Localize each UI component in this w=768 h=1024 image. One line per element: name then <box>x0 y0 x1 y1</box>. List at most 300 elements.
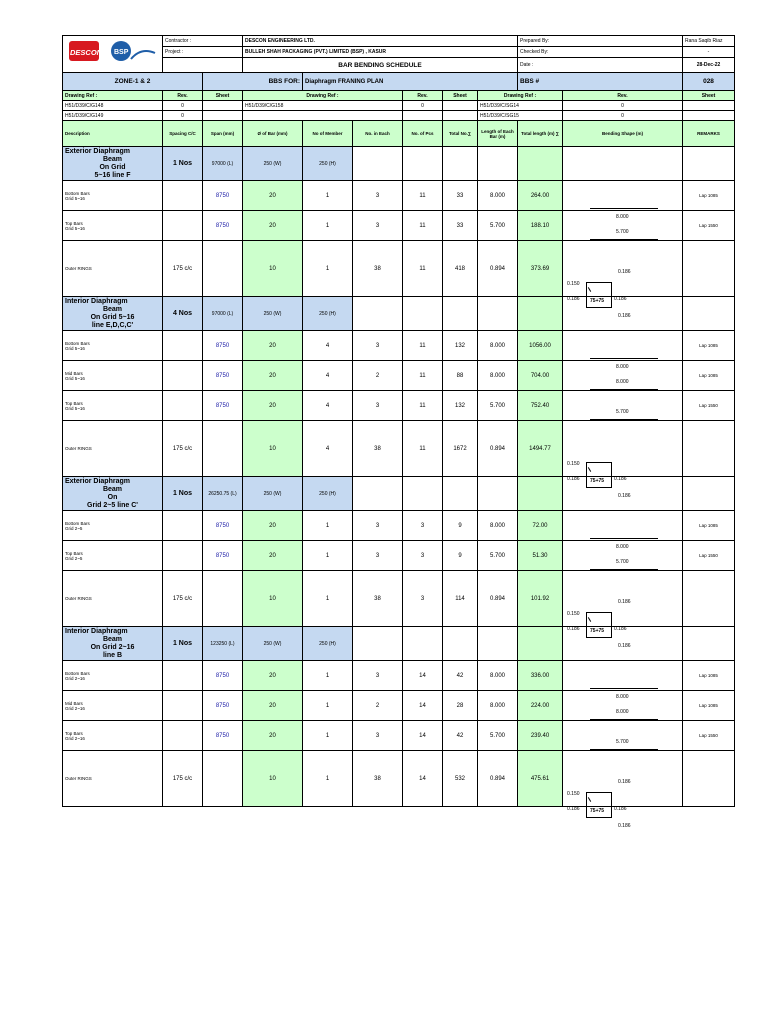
sheet-label: Sheet <box>443 91 478 101</box>
bending-shape <box>563 661 683 700</box>
bar-description-line: Outer RINGS <box>65 596 92 601</box>
column-header-row <box>63 121 735 147</box>
bar-length-each: 5.700 <box>478 721 518 751</box>
bar-diameter: 20 <box>243 691 303 721</box>
bar-shape-length: 8.000 <box>616 543 629 550</box>
member-height: 250 (H) <box>303 297 353 331</box>
bar-members: 1 <box>303 721 353 751</box>
stirrup-ring-icon <box>586 792 612 818</box>
bar-total-no: 33 <box>443 181 478 211</box>
drawing-ref-value: H51/D39/C/G148 <box>63 101 163 111</box>
member-title-line: 5~16 line F <box>94 171 131 179</box>
bar-description-line: Grid 2~16 <box>65 735 85 741</box>
bar-total-no: 418 <box>443 241 478 297</box>
bar-row <box>63 421 735 477</box>
bar-description-line: Grid 2~5 <box>65 525 83 531</box>
bar-diameter: 20 <box>243 541 303 571</box>
member-title <box>63 297 163 331</box>
bar-span: 8750 <box>203 691 243 721</box>
bar-no-in-each: 3 <box>353 541 403 571</box>
bar-description-line: Outer RINGS <box>65 446 92 451</box>
col-no-of-pcs: No. of Pcs <box>403 121 443 147</box>
bar-members: 1 <box>303 241 353 297</box>
bar-remarks: Lap 1085 <box>683 661 735 691</box>
stirrup-ring-icon <box>586 462 612 488</box>
bar-no-in-each: 38 <box>353 241 403 297</box>
bar-description-line: Grid 5~16 <box>65 405 85 411</box>
ring-right-dimension: 0.186 <box>614 805 627 812</box>
member-title-line: Interior Diaphragm <box>65 297 128 305</box>
bar-total-length: 239.40 <box>518 721 563 751</box>
ring-hook-dimension: 0.150 <box>567 460 580 467</box>
bar-span: 8750 <box>203 721 243 751</box>
bar-remarks: Lap 1085 <box>683 691 735 721</box>
bar-shape-length: 8.000 <box>616 213 629 220</box>
bar-shape-length: 5.700 <box>616 408 629 415</box>
straight-bar-icon <box>590 688 658 689</box>
bar-shape-length: 8.000 <box>616 378 629 385</box>
bar-total-no: 42 <box>443 661 478 691</box>
member-title-line: Interior Diaphragm <box>65 627 128 635</box>
bar-span: 8750 <box>203 211 243 241</box>
member-title-line: Beam <box>102 635 123 643</box>
bar-shape-length: 8.000 <box>616 693 629 700</box>
bar-length-each: 0.894 <box>478 241 518 297</box>
sheet-value <box>203 111 243 121</box>
bar-row <box>63 211 735 241</box>
bar-row <box>63 361 735 391</box>
company-logo <box>63 36 163 73</box>
bar-diameter: 20 <box>243 511 303 541</box>
bar-remarks: Lap 1550 <box>683 721 735 751</box>
bar-span: 8750 <box>203 661 243 691</box>
col-remarks: REMARKS <box>683 121 735 147</box>
bar-length-each: 5.700 <box>478 541 518 571</box>
bar-members: 1 <box>303 181 353 211</box>
drawing-ref-value: H51/D39/C/SG14 <box>478 101 563 111</box>
bar-diameter: 20 <box>243 181 303 211</box>
bar-row <box>63 751 735 807</box>
bar-spacing: 175 c/c <box>163 751 203 807</box>
bar-shape-length: 8.000 <box>616 363 629 370</box>
ring-left-dimension: 0.186 <box>567 805 580 812</box>
bar-diameter: 10 <box>243 241 303 297</box>
ring-hook-dimension: 0.150 <box>567 610 580 617</box>
bar-description <box>63 511 163 541</box>
bending-shape <box>563 391 683 421</box>
ring-right-dimension: 0.186 <box>614 625 627 632</box>
bar-description <box>63 211 163 241</box>
member-header-row <box>63 297 735 331</box>
bar-remarks: Lap 1550 <box>683 391 735 421</box>
member-title-line: Exterior Diaphragm <box>65 147 130 155</box>
bar-span: 8750 <box>203 541 243 571</box>
bar-total-length: 264.00 <box>518 181 563 211</box>
bar-members: 4 <box>303 421 353 477</box>
bar-pieces: 11 <box>403 181 443 211</box>
bar-description-line: Grid 5~16 <box>65 345 85 351</box>
sheet-value <box>443 111 478 121</box>
bar-description-line: Grid 2~5 <box>65 555 83 561</box>
bar-total-length: 1494.77 <box>518 421 563 477</box>
bending-shape <box>563 511 683 550</box>
bar-remarks <box>683 751 735 807</box>
ring-bottom-dimension: 0.186 <box>618 492 631 499</box>
bar-total-length: 1056.00 <box>518 331 563 361</box>
descon-logo-icon <box>65 37 161 69</box>
bar-span <box>203 571 243 627</box>
bar-span: 8750 <box>203 181 243 211</box>
bar-members: 4 <box>303 361 353 391</box>
prepared-value: Rana Saqib Riaz <box>683 36 735 47</box>
schedule-title: BAR BENDING SCHEDULE <box>243 58 518 73</box>
bar-spacing: 175 c/c <box>163 421 203 477</box>
bar-total-no: 88 <box>443 361 478 391</box>
bar-description <box>63 661 163 691</box>
ring-inner-dimension: 75+75 <box>590 807 605 814</box>
sheet-value <box>683 101 735 111</box>
member-title-line: On Grid 5~16 <box>90 313 135 321</box>
bar-total-length: 188.10 <box>518 211 563 241</box>
member-span: 97000 (L) <box>203 147 243 181</box>
rev-label: Rev. <box>163 91 203 101</box>
member-height: 250 (H) <box>303 477 353 511</box>
bar-members: 1 <box>303 541 353 571</box>
ring-left-dimension: 0.186 <box>567 295 580 302</box>
bar-shape-length: 5.700 <box>616 558 629 565</box>
ring-inner-dimension: 75+75 <box>590 477 605 484</box>
bar-row <box>63 331 735 361</box>
bending-shape <box>563 751 683 829</box>
bar-description-line: Bottom Bars <box>65 670 90 676</box>
bar-description <box>63 691 163 721</box>
ring-top-dimension: 0.186 <box>618 598 631 605</box>
bar-length-each: 8.000 <box>478 511 518 541</box>
rev-label: Rev. <box>403 91 443 101</box>
bar-spacing <box>163 361 203 391</box>
bar-remarks: Lap 1550 <box>683 211 735 241</box>
bar-diameter: 10 <box>243 571 303 627</box>
bar-spacing <box>163 211 203 241</box>
member-title <box>63 627 163 661</box>
bar-row <box>63 511 735 541</box>
col-description: Description <box>63 121 163 147</box>
bar-length-each: 8.000 <box>478 661 518 691</box>
bar-length-each: 0.894 <box>478 751 518 807</box>
bar-no-in-each: 3 <box>353 511 403 541</box>
bar-remarks: Lap 1550 <box>683 541 735 571</box>
bar-remarks <box>683 571 735 627</box>
bar-length-each: 0.894 <box>478 571 518 627</box>
ring-right-dimension: 0.186 <box>614 475 627 482</box>
bar-pieces: 11 <box>403 211 443 241</box>
bar-no-in-each: 3 <box>353 661 403 691</box>
straight-bar-icon <box>590 419 658 420</box>
bar-total-length: 101.92 <box>518 571 563 627</box>
rev-label: Rev. <box>563 91 683 101</box>
bar-diameter: 20 <box>243 361 303 391</box>
bar-pieces: 11 <box>403 391 443 421</box>
rev-value: 0 <box>563 101 683 111</box>
bar-members: 1 <box>303 691 353 721</box>
bar-members: 1 <box>303 751 353 807</box>
member-title-line: line E,D,C,C' <box>91 321 134 329</box>
bar-pieces: 14 <box>403 691 443 721</box>
bar-total-no: 9 <box>443 541 478 571</box>
ring-bottom-dimension: 0.186 <box>618 312 631 319</box>
drawing-ref-row <box>63 101 735 111</box>
bar-remarks: Lap 1085 <box>683 181 735 211</box>
member-title-line: Beam <box>102 305 123 313</box>
ring-hook-dimension: 0.150 <box>567 280 580 287</box>
bar-no-in-each: 2 <box>353 691 403 721</box>
bar-pieces: 14 <box>403 721 443 751</box>
bar-spacing <box>163 181 203 211</box>
straight-bar-icon <box>590 749 658 750</box>
bar-length-each: 8.000 <box>478 361 518 391</box>
bar-spacing <box>163 331 203 361</box>
descon-logo-text: DESCON <box>70 48 103 57</box>
bar-spacing <box>163 541 203 571</box>
bending-shape <box>563 721 683 751</box>
bar-description <box>63 571 163 627</box>
bar-diameter: 20 <box>243 331 303 361</box>
bar-remarks <box>683 241 735 297</box>
bar-pieces: 14 <box>403 661 443 691</box>
bar-row <box>63 181 735 211</box>
bar-length-each: 5.700 <box>478 391 518 421</box>
bar-pieces: 3 <box>403 541 443 571</box>
bar-total-length: 336.00 <box>518 661 563 691</box>
bar-row <box>63 241 735 297</box>
ring-right-dimension: 0.186 <box>614 295 627 302</box>
bar-span: 8750 <box>203 331 243 361</box>
date-label: Date : <box>518 58 683 73</box>
member-width: 250 (W) <box>243 627 303 661</box>
bar-diameter: 10 <box>243 421 303 477</box>
bar-spacing <box>163 391 203 421</box>
contractor-value: DESCON ENGINEERING LTD. <box>243 36 518 47</box>
bar-description-line: Bottom Bars <box>65 340 90 346</box>
drawing-ref-row <box>63 111 735 121</box>
bar-pieces: 14 <box>403 751 443 807</box>
member-header-row <box>63 147 735 181</box>
bar-description <box>63 751 163 807</box>
col-bending-shape: Bending Shape (m) <box>563 121 683 147</box>
checked-label: Checked By: <box>518 47 683 58</box>
member-header-row <box>63 627 735 661</box>
bar-description-line: Bottom Bars <box>65 520 90 526</box>
member-header-row <box>63 477 735 511</box>
bar-members: 1 <box>303 661 353 691</box>
member-title <box>63 477 163 511</box>
sheet-label: Sheet <box>203 91 243 101</box>
straight-bar-icon <box>590 208 658 209</box>
ring-left-dimension: 0.186 <box>567 625 580 632</box>
prepared-label: Prepared By: <box>518 36 683 47</box>
bar-members: 4 <box>303 391 353 421</box>
bending-shape <box>563 421 683 499</box>
bbs-number-label: BBS # <box>518 73 683 91</box>
bar-members: 1 <box>303 211 353 241</box>
bar-shape-length: 8.000 <box>616 708 629 715</box>
bar-length-each: 8.000 <box>478 691 518 721</box>
bar-no-in-each: 38 <box>353 571 403 627</box>
sheet-label: Sheet <box>683 91 735 101</box>
checked-value: - <box>683 47 735 58</box>
col-spacing: Spacing C/C <box>163 121 203 147</box>
bar-total-length: 475.61 <box>518 751 563 807</box>
ring-inner-dimension: 75+75 <box>590 627 605 634</box>
bar-span: 8750 <box>203 361 243 391</box>
bar-members: 4 <box>303 331 353 361</box>
bar-description-line: Top Bars <box>65 550 83 556</box>
bar-description-line: Grid 5~16 <box>65 375 85 381</box>
member-title-line: Exterior Diaphragm <box>65 477 130 485</box>
bar-no-in-each: 3 <box>353 391 403 421</box>
project-label: Project : <box>163 47 243 58</box>
bar-description <box>63 721 163 751</box>
bar-description <box>63 241 163 297</box>
bsp-logo-text: BSP <box>114 49 129 56</box>
drawing-ref-label: Drawing Ref : <box>478 91 563 101</box>
bar-description <box>63 361 163 391</box>
ring-top-dimension: 0.186 <box>618 268 631 275</box>
member-title-line: On Grid 2~16 <box>90 643 135 651</box>
bar-description <box>63 181 163 211</box>
col-span: Span (mm) <box>203 121 243 147</box>
member-width: 250 (W) <box>243 147 303 181</box>
member-count: 1 Nos <box>163 627 203 661</box>
contractor-label: Contractor : <box>163 36 243 47</box>
bar-row <box>63 571 735 627</box>
project-value: BULLEH SHAH PACKAGING (PVT.) LIMITED (BSP) , KASUR <box>243 47 518 58</box>
bar-total-no: 132 <box>443 331 478 361</box>
member-height: 250 (H) <box>303 627 353 661</box>
bar-pieces: 3 <box>403 571 443 627</box>
bar-no-in-each: 38 <box>353 421 403 477</box>
bar-diameter: 20 <box>243 721 303 751</box>
drawing-ref-value <box>243 111 403 121</box>
member-title-line: On <box>107 493 118 501</box>
sheet-value <box>203 101 243 111</box>
bar-pieces: 11 <box>403 241 443 297</box>
bar-diameter: 20 <box>243 391 303 421</box>
ring-hook-dimension: 0.150 <box>567 790 580 797</box>
bar-description <box>63 421 163 477</box>
bar-total-no: 1672 <box>443 421 478 477</box>
straight-bar-icon <box>590 719 658 720</box>
bar-pieces: 11 <box>403 361 443 391</box>
bar-row <box>63 661 735 691</box>
bar-shape-length: 5.700 <box>616 738 629 745</box>
bar-total-no: 42 <box>443 721 478 751</box>
bar-pieces: 11 <box>403 421 443 477</box>
stirrup-ring-icon <box>586 612 612 638</box>
bbs-sheet <box>62 35 735 829</box>
bar-diameter: 20 <box>243 211 303 241</box>
ring-top-dimension: 0.186 <box>618 778 631 785</box>
bar-description-line: Grid 5~16 <box>65 195 85 201</box>
bending-shape <box>563 241 683 319</box>
date-value: 28-Dec-22 <box>683 58 735 73</box>
bar-no-in-each: 38 <box>353 751 403 807</box>
member-width: 250 (W) <box>243 477 303 511</box>
bar-total-length: 224.00 <box>518 691 563 721</box>
bar-remarks: Lap 1085 <box>683 361 735 391</box>
rev-value: 0 <box>563 111 683 121</box>
bar-length-each: 8.000 <box>478 331 518 361</box>
bar-row <box>63 691 735 721</box>
bar-diameter: 10 <box>243 751 303 807</box>
drawing-ref-header <box>63 91 735 101</box>
bar-total-no: 9 <box>443 511 478 541</box>
bar-description-line: Top Bars <box>65 730 83 736</box>
bar-description-line: Grid 2~16 <box>65 675 85 681</box>
bar-description-line: Grid 2~16 <box>65 705 85 711</box>
bar-length-each: 0.894 <box>478 421 518 477</box>
straight-bar-icon <box>590 389 658 390</box>
col-total-no: Total No.∑ <box>443 121 478 147</box>
bar-no-in-each: 3 <box>353 181 403 211</box>
col-no-of-member: No of Member <box>303 121 353 147</box>
straight-bar-icon <box>590 239 658 240</box>
bar-total-length: 752.40 <box>518 391 563 421</box>
bar-spacing: 175 c/c <box>163 571 203 627</box>
bar-no-in-each: 3 <box>353 721 403 751</box>
member-count: 1 Nos <box>163 147 203 181</box>
bar-row <box>63 391 735 421</box>
bar-length-each: 5.700 <box>478 211 518 241</box>
bar-span <box>203 241 243 297</box>
col-length-each: Length of Each Bar (m) <box>478 121 518 147</box>
bar-description-line: Top Bars <box>65 220 83 226</box>
bar-row <box>63 721 735 751</box>
bar-shape-length: 5.700 <box>616 228 629 235</box>
member-title-line: Beam <box>102 155 123 163</box>
bar-spacing <box>163 661 203 691</box>
bbs-number-value: 028 <box>683 73 735 91</box>
bar-spacing <box>163 691 203 721</box>
sheet-value <box>683 111 735 121</box>
drawing-ref-value: H51/D39/C/SG15 <box>478 111 563 121</box>
bar-no-in-each: 2 <box>353 361 403 391</box>
bar-total-no: 28 <box>443 691 478 721</box>
bar-length-each: 8.000 <box>478 181 518 211</box>
bending-shape <box>563 571 683 649</box>
sheet-value <box>443 101 478 111</box>
bar-spacing <box>163 721 203 751</box>
bar-description-line: Outer RINGS <box>65 266 92 271</box>
bar-span <box>203 751 243 807</box>
bar-remarks: Lap 1085 <box>683 331 735 361</box>
drawing-ref-value: H51/D39/C/G149 <box>63 111 163 121</box>
bar-total-length: 51.30 <box>518 541 563 571</box>
zone-label: ZONE-1 & 2 <box>63 73 203 91</box>
ring-bottom-dimension: 0.186 <box>618 642 631 649</box>
bar-description <box>63 331 163 361</box>
member-title <box>63 147 163 181</box>
member-title-line: On Grid <box>99 163 126 171</box>
ring-bottom-dimension: 0.186 <box>618 822 631 829</box>
bar-span <box>203 421 243 477</box>
bar-total-no: 532 <box>443 751 478 807</box>
drawing-ref-value: H51/D39/C/G158 <box>243 101 403 111</box>
bar-description-line: Top Bars <box>65 400 83 406</box>
rev-value: 0 <box>163 101 203 111</box>
rev-value: 0 <box>163 111 203 121</box>
bar-remarks <box>683 421 735 477</box>
